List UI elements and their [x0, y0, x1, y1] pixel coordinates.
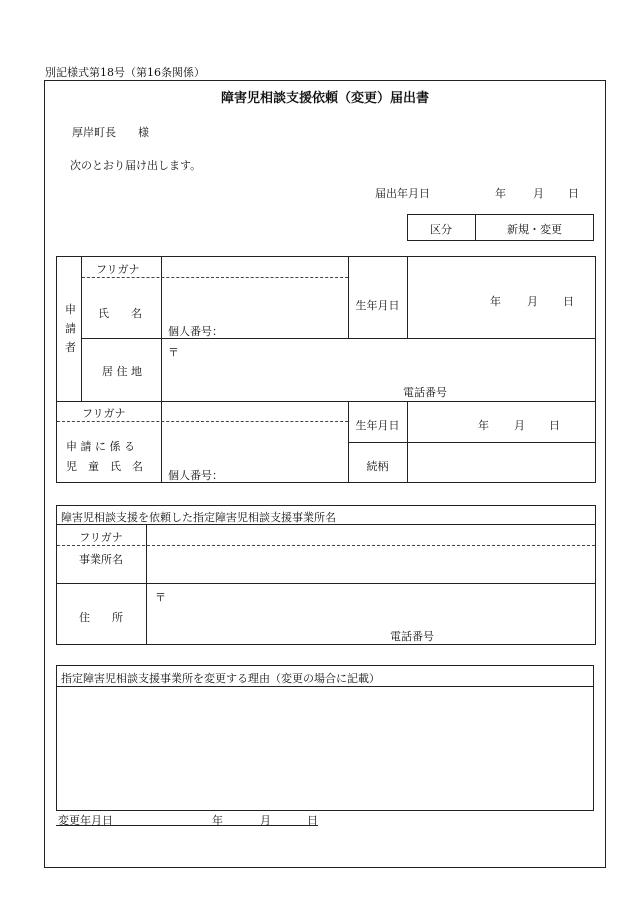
applicant-birth-day-label: 日: [563, 295, 574, 308]
child-birth-year-label: 年: [478, 419, 489, 432]
category-value: 新規・変更: [507, 223, 562, 236]
reason-heading: 指定障害児相談支援事業所を変更する理由（変更の場合に記載）: [61, 672, 380, 685]
filing-date-label: 届出年月日: [375, 187, 430, 200]
child-personal-number-label: 個人番号：: [168, 469, 223, 482]
office-postal-mark: 〒: [155, 591, 166, 604]
office-address-label: 住 所: [79, 611, 123, 624]
child-name-label-line2: 児 童 氏 名: [66, 460, 143, 473]
change-day-label: 日: [307, 814, 318, 827]
applicant-birthdate-label: 生年月日: [355, 299, 400, 312]
applicant-personal-number-label: 個人番号：: [168, 325, 223, 338]
addressee: 厚岸町長 様: [72, 126, 149, 139]
child-birth-day-label: 日: [549, 419, 560, 432]
applicant-phone-label: 電話番号: [403, 386, 447, 399]
child-birthdate-label: 生年月日: [355, 419, 400, 432]
filing-month-label: 月: [533, 187, 544, 200]
change-month-label: 月: [260, 814, 271, 827]
filing-day-label: 日: [568, 187, 579, 200]
intro-text: 次のとおり届け出します。: [70, 159, 202, 172]
applicant-birth-month-label: 月: [527, 295, 538, 308]
applicant-section-label: 申 請 者: [65, 303, 76, 354]
applicant-furigana-label: フリガナ: [96, 263, 140, 276]
applicant-address-label: 居 住 地: [102, 365, 142, 378]
change-year-label: 年: [212, 814, 223, 827]
office-furigana-label: フリガナ: [79, 531, 123, 544]
office-heading: 障害児相談支援を依頼した指定障害児相談支援事業所名: [61, 511, 336, 524]
form-reference: 別記様式第18号（第16条関係）: [45, 66, 205, 79]
change-date-label: 変更年月日: [58, 814, 113, 827]
office-name-label: 事業所名: [79, 553, 123, 566]
child-birth-month-label: 月: [514, 419, 525, 432]
child-name-label-line1: 申 請 に 係 る: [66, 440, 135, 453]
page-title: 障害児相談支援依頼（変更）届出書: [220, 91, 429, 106]
applicant-birth-year-label: 年: [490, 295, 501, 308]
child-relation-label: 続柄: [366, 460, 389, 473]
category-label: 区分: [430, 223, 452, 236]
applicant-name-label: 氏 名: [98, 307, 142, 320]
applicant-postal-mark: 〒: [168, 346, 179, 359]
child-furigana-label: フリガナ: [82, 407, 126, 420]
filing-year-label: 年: [495, 187, 506, 200]
office-phone-label: 電話番号: [390, 630, 434, 643]
